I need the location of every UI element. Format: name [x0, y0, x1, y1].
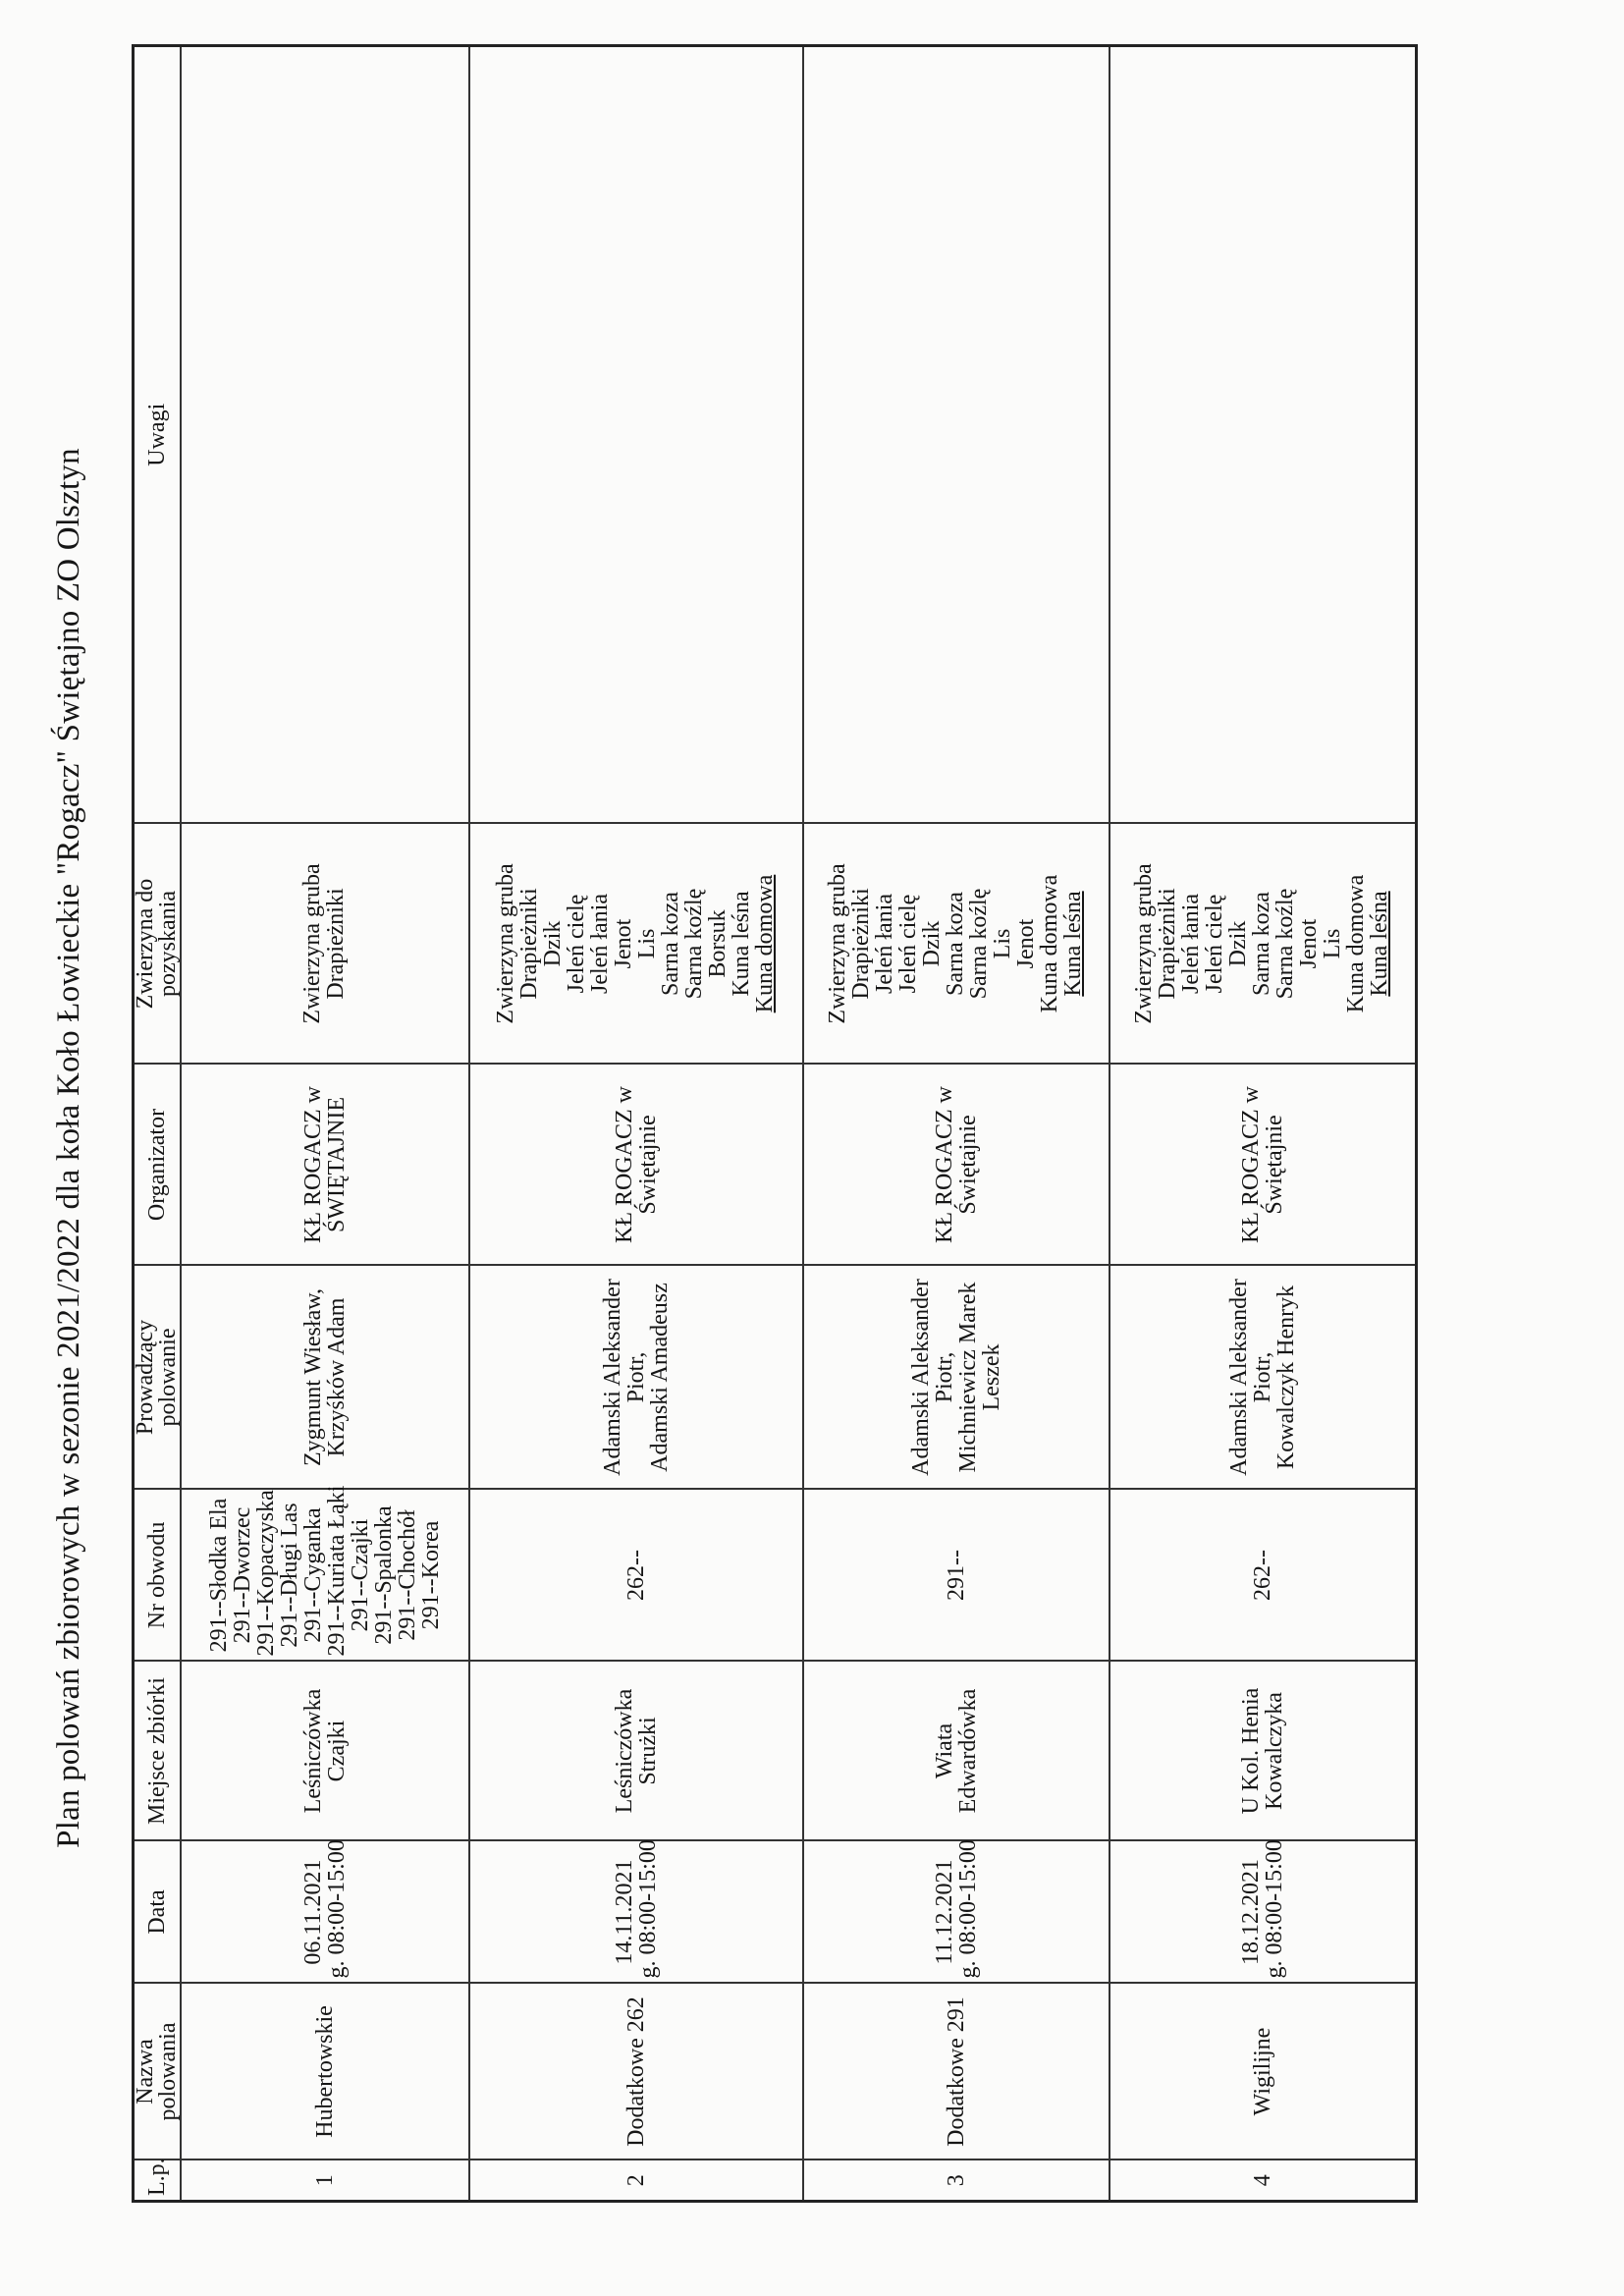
cell-data-line: g. 08:00-15:00 [1262, 1839, 1288, 1979]
cell-data-line: g. 08:00-15:00 [955, 1839, 982, 1979]
cell-organizator-line: KŁ ROGACZ w [1238, 1086, 1265, 1243]
cell-miejsce-line: Wiata [932, 1722, 958, 1779]
cell-data [1110, 1841, 1416, 1984]
cell-zwierzyna [803, 824, 1110, 1065]
cell-zwierzyna-line: Jenot [1296, 918, 1323, 969]
cell-prowadzacy-line: Piotr, [932, 1351, 958, 1403]
cell-prowadzacy-line: Adamski Aleksander [600, 1279, 626, 1476]
cell-obwod [1110, 1490, 1416, 1662]
cell-prowadzacy [181, 1266, 469, 1490]
cell-zwierzyna-line: Zwierzyna gruba [825, 863, 851, 1024]
cell-nazwa: Dodatkowe 262 [469, 1984, 803, 2160]
cell-obwod-line: 291--Słodka Ela [206, 1498, 233, 1653]
cell-zwierzyna-line: Sarna koźlę [966, 888, 993, 1000]
header-obwod: Nr obwodu [134, 1490, 182, 1662]
cell-obwod [181, 1485, 469, 1662]
cell-prowadzacy-line: Kowalczyk Henryk [1273, 1285, 1300, 1470]
cell-zwierzyna-line: Lis [1320, 928, 1346, 959]
cell-miejsce-line: Kowalczyka [1262, 1692, 1288, 1810]
cell-zwierzyna-line: Sarna koźlę [681, 888, 708, 1000]
cell-obwod-line: 291--Korea [418, 1520, 445, 1630]
cell-zwierzyna [181, 824, 469, 1065]
cell-zwierzyna-line: Zwierzyna gruba [1131, 863, 1158, 1024]
header-prowadzacy: Prowadzący polowanie [134, 1266, 182, 1490]
cell-obwod-line: 291-- [944, 1550, 970, 1601]
cell-prowadzacy [469, 1266, 803, 1490]
table-row [1110, 46, 1416, 2202]
cell-miejsce [469, 1662, 803, 1841]
cell-organizator-line: Świętajnie [1262, 1115, 1288, 1215]
cell-zwierzyna-line: Sarna koza [658, 892, 684, 996]
header-data: Data [134, 1841, 182, 1984]
header-nazwa: Nazwa polowania [134, 1984, 182, 2160]
cell-zwierzyna-line: Jeleń łania [1178, 894, 1205, 994]
cell-data-line: g. 08:00-15:00 [635, 1839, 662, 1979]
cell-miejsce [803, 1662, 1110, 1841]
cell-obwod-line: 291--Cyganka [300, 1507, 327, 1643]
cell-obwod-line: 291--Czajki [348, 1518, 374, 1632]
cell-lp: 2 [469, 2160, 803, 2202]
cell-data-line: 11.12.2021 [932, 1859, 958, 1965]
cell-organizator-line: KŁ ROGACZ w [300, 1086, 327, 1243]
cell-uwagi [803, 46, 1110, 824]
cell-prowadzacy-line: Adamski Aleksander [1226, 1279, 1253, 1476]
cell-zwierzyna-line: Sarna koźlę [1272, 888, 1299, 1000]
cell-zwierzyna-line: Jeleń łania [587, 894, 614, 994]
cell-uwagi [469, 46, 803, 824]
cell-zwierzyna [469, 824, 803, 1065]
cell-miejsce-line: Leśniczówka [300, 1688, 327, 1814]
cell-prowadzacy-line: Piotr, [623, 1351, 650, 1403]
cell-zwierzyna-line: Lis [990, 928, 1016, 959]
cell-zwierzyna-line: Kuna domowa [752, 874, 779, 1013]
cell-zwierzyna-line: Drapieżniki [516, 888, 543, 1000]
cell-lp: 3 [803, 2160, 1110, 2202]
cell-organizator [469, 1065, 803, 1266]
cell-prowadzacy-line: Piotr, [1250, 1351, 1276, 1403]
cell-miejsce-line: Czajki [324, 1720, 351, 1782]
cell-zwierzyna-line: Kuna leśna [1060, 891, 1087, 997]
cell-organizator-line: KŁ ROGACZ w [932, 1086, 958, 1243]
cell-zwierzyna-line: Kuna domowa [1343, 874, 1370, 1013]
cell-zwierzyna-line: Dzik [1225, 920, 1252, 967]
cell-data [469, 1841, 803, 1984]
cell-prowadzacy [1110, 1266, 1416, 1490]
header-zwierzyna: Zwierzyna do pozyskania [134, 824, 182, 1065]
cell-nazwa: Dodatkowe 291 [803, 1984, 1110, 2160]
cell-zwierzyna-line: Borsuk [705, 909, 731, 978]
header-row [134, 46, 182, 2202]
cell-zwierzyna-line: Kuna domowa [1037, 874, 1063, 1013]
cell-zwierzyna-line: Drapieżniki [323, 888, 350, 1000]
cell-zwierzyna-line: Jeleń cielę [1202, 894, 1228, 994]
cell-obwod-line: 291--Długi Las [277, 1503, 303, 1648]
cell-lp: 1 [181, 2160, 469, 2202]
cell-organizator-line: Świętajnie [955, 1115, 982, 1215]
cell-zwierzyna-line: Zwierzyna gruba [493, 863, 519, 1024]
cell-prowadzacy-line: Adamski Amadeusz [647, 1283, 674, 1472]
cell-prowadzacy-line: Zygmunt Wiesław, [300, 1288, 327, 1467]
cell-obwod-line: 262-- [623, 1550, 650, 1601]
cell-organizator [1110, 1065, 1416, 1266]
cell-obwod-line: 262-- [1250, 1550, 1276, 1601]
cell-zwierzyna-line: Jeleń cielę [564, 894, 590, 994]
hunt-plan-table [132, 44, 1418, 2203]
cell-prowadzacy-line: Leszek [979, 1343, 1005, 1411]
cell-data-line: g. 08:00-15:00 [324, 1839, 351, 1979]
header-lp: L.p. [134, 2160, 182, 2202]
cell-data [181, 1841, 469, 1984]
cell-organizator [181, 1065, 469, 1266]
cell-prowadzacy-line: Michniewicz Marek [955, 1282, 982, 1473]
cell-organizator-line: ŚWIĘTAJNIE [324, 1096, 351, 1233]
document-title: Plan polowań zbiorowych w sezonie 2021/2022 dla koła Koło Łowieckie "Rogacz" Świętajno ZO Olsztyn [51, 448, 86, 1848]
cell-nazwa: Wigilijne [1110, 1984, 1416, 2160]
cell-zwierzyna-line: Jeleń łania [872, 894, 898, 994]
cell-prowadzacy [803, 1266, 1110, 1490]
cell-obwod [803, 1490, 1110, 1662]
cell-miejsce-line: Strużki [635, 1717, 662, 1785]
cell-uwagi [181, 46, 469, 824]
header-organizator: Organizator [134, 1065, 182, 1266]
cell-miejsce [1110, 1662, 1416, 1841]
cell-miejsce-line: U Kol. Henia [1238, 1687, 1265, 1815]
cell-zwierzyna-line: Jenot [611, 918, 637, 969]
table-row [181, 46, 469, 2202]
table-row [803, 46, 1110, 2202]
cell-miejsce-line: Leśniczówka [612, 1688, 638, 1814]
cell-obwod-line: 291--Dworzec [230, 1506, 256, 1644]
cell-zwierzyna [1110, 824, 1416, 1065]
cell-zwierzyna-line: Jeleń cielę [895, 894, 922, 994]
cell-zwierzyna-line: Jenot [1013, 918, 1040, 969]
cell-lp: 4 [1110, 2160, 1416, 2202]
cell-obwod-line: 291--Kopaczyska [253, 1490, 280, 1657]
cell-zwierzyna-line: Dzik [540, 920, 567, 967]
cell-organizator-line: Świętajnie [635, 1115, 662, 1215]
cell-obwod-line: 291--Chochół [395, 1509, 421, 1641]
cell-prowadzacy-line: Adamski Aleksander [908, 1279, 935, 1476]
cell-data [803, 1841, 1110, 1984]
table-body [181, 46, 1417, 2202]
cell-zwierzyna-line: Dzik [919, 920, 946, 967]
cell-zwierzyna-line: Drapieżniki [1155, 888, 1181, 1000]
table-row [469, 46, 803, 2202]
header-miejsce: Miejsce zbiórki [134, 1662, 182, 1841]
cell-uwagi [1110, 46, 1416, 824]
header-uwagi: Uwagi [134, 46, 182, 824]
cell-obwod-line: 291--Kuriata Łąki [324, 1485, 351, 1657]
cell-nazwa: Hubertowskie [181, 1984, 469, 2160]
cell-data-line: 14.11.2021 [612, 1859, 638, 1965]
cell-zwierzyna-line: Kuna leśna [1367, 891, 1393, 997]
cell-miejsce [181, 1662, 469, 1841]
cell-data-line: 06.11.2021 [300, 1859, 327, 1965]
cell-zwierzyna-line: Kuna leśna [729, 891, 755, 997]
cell-zwierzyna-line: Lis [634, 928, 661, 959]
cell-data-line: 18.12.2021 [1238, 1859, 1265, 1965]
cell-zwierzyna-line: Sarna koza [1249, 892, 1275, 996]
cell-zwierzyna-line: Zwierzyna gruba [299, 863, 326, 1024]
cell-zwierzyna-line: Drapieżniki [848, 888, 875, 1000]
cell-obwod-line: 291--Spalonka [371, 1505, 398, 1645]
cell-zwierzyna-line: Sarna koza [943, 892, 969, 996]
cell-miejsce-line: Edwardówka [955, 1688, 982, 1814]
cell-prowadzacy-line: Krzyśków Adam [324, 1297, 351, 1457]
cell-obwod [469, 1490, 803, 1662]
cell-organizator [803, 1065, 1110, 1266]
cell-organizator-line: KŁ ROGACZ w [612, 1086, 638, 1243]
